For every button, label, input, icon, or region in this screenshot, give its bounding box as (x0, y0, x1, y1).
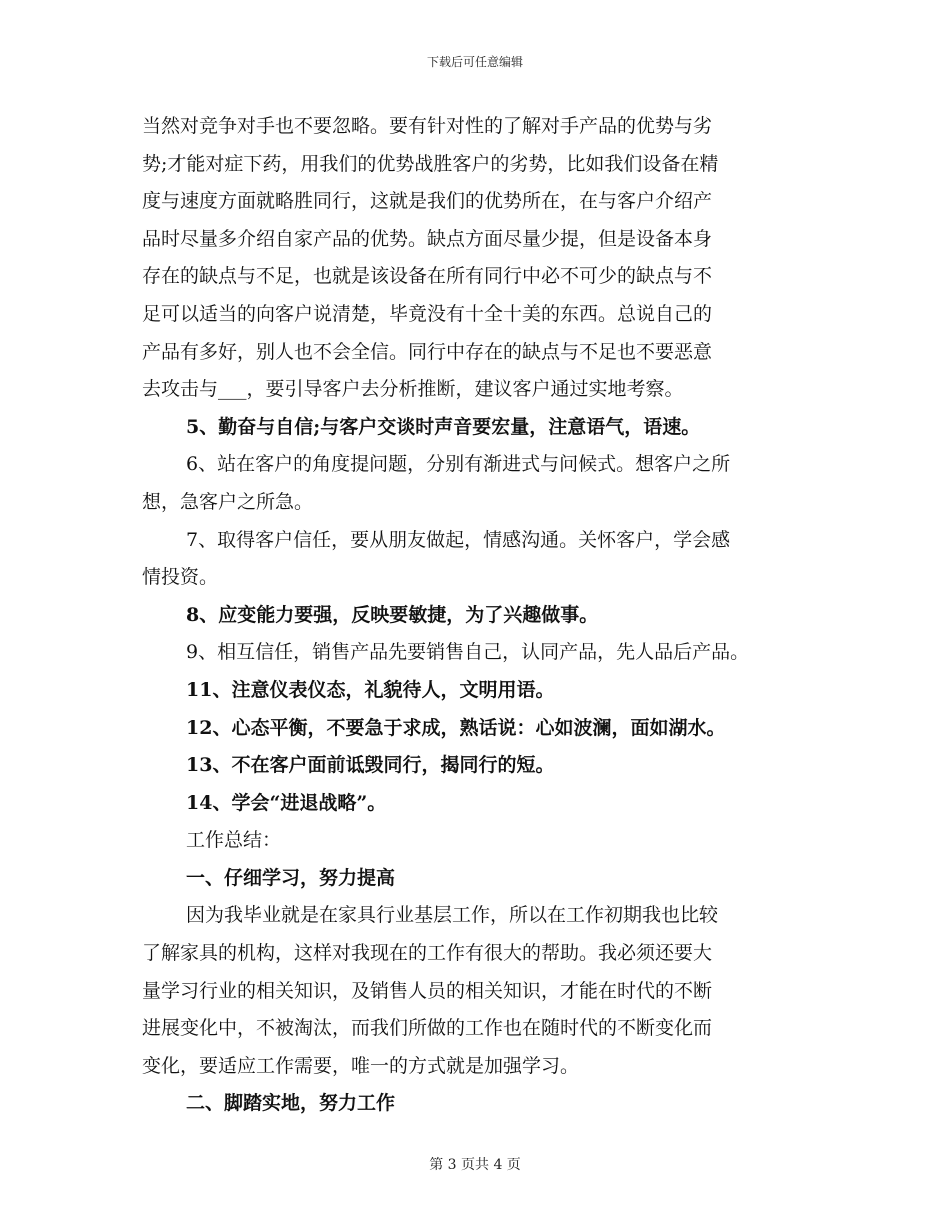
text-line: 变化，要适应工作需要，唯一的方式就是加强学习。 (142, 1054, 580, 1077)
text-line: 量学习行业的相关知识，及销售人员的相关知识，才能在时代的不断 (142, 979, 713, 1002)
text-line: 足可以适当的向客户说清楚，毕竟没有十全十美的东西。总说自己的 (142, 302, 713, 325)
text-line: 12、心态平衡，不要急于求成，熟话说：心如波澜，面如湖水。 (186, 716, 726, 739)
text-line: 13、不在客户面前诋毁同行，揭同行的短。 (186, 754, 555, 777)
text-line: 存在的缺点与不足，也就是该设备在所有同行中必不可少的缺点与不 (142, 265, 713, 288)
text-line: 7、取得客户信任，要从朋友做起，情感沟通。关怀客户，学会感 (186, 528, 731, 551)
text-line: 去攻击与___，要引导客户去分析推断，建议客户通过实地考察。 (142, 378, 684, 401)
text-line: 14、学会“进退战略”。 (186, 791, 387, 814)
page-footer: 第 3 页共 4 页 (429, 1157, 521, 1173)
text-line: 度与速度方面就略胜同行，这就是我们的优势所在，在与客户介绍产 (142, 190, 713, 213)
text-line: 9、相互信任，销售产品先要销售自己，认同产品，先人品后产品。 (186, 641, 750, 664)
text-line: 8、应变能力要强，反映要敏捷，为了兴趣做事。 (186, 603, 599, 626)
text-line: 进展变化中，不被淘汰，而我们所做的工作也在随时代的不断变化而 (142, 1017, 713, 1040)
text-line: 势;才能对症下药，用我们的优势战胜客户的劣势，比如我们设备在精 (142, 152, 719, 175)
text-line: 当然对竞争对手也不要忽略。要有针对性的了解对手产品的优势与劣 (142, 115, 713, 137)
text-line: 情投资。 (142, 566, 219, 589)
text-line: 想，急客户之所急。 (142, 490, 314, 513)
document-body (142, 108, 832, 1123)
text-line: 产品有多好，别人也不会全信。同行中存在的缺点与不足也不要恶意 (142, 340, 713, 363)
text-line: 品时尽量多介绍自家产品的优势。缺点方面尽量少提，但是设备本身 (142, 227, 713, 250)
text-line: 一、仔细学习，努力提高 (186, 866, 396, 889)
text-line: 了解家具的机构，这样对我现在的工作有很大的帮助。我必须还要大 (142, 942, 713, 965)
text-line: 11、注意仪表仪态，礼貌待人，文明用语。 (186, 678, 555, 701)
text-line: 5、勤奋与自信;与客户交谈时声音要宏量，注意语气，语速。 (186, 415, 701, 438)
page-header: 下载后可任意编辑 (426, 55, 523, 69)
text-line: 二、脚踏实地，努力工作 (186, 1092, 396, 1115)
text-line: 工作总结： (186, 829, 282, 852)
text-line: 6、站在客户的角度提问题，分别有渐进式与问候式。想客户之所 (186, 453, 731, 476)
text-line: 因为我毕业就是在家具行业基层工作，所以在工作初期我也比较 (186, 904, 719, 927)
